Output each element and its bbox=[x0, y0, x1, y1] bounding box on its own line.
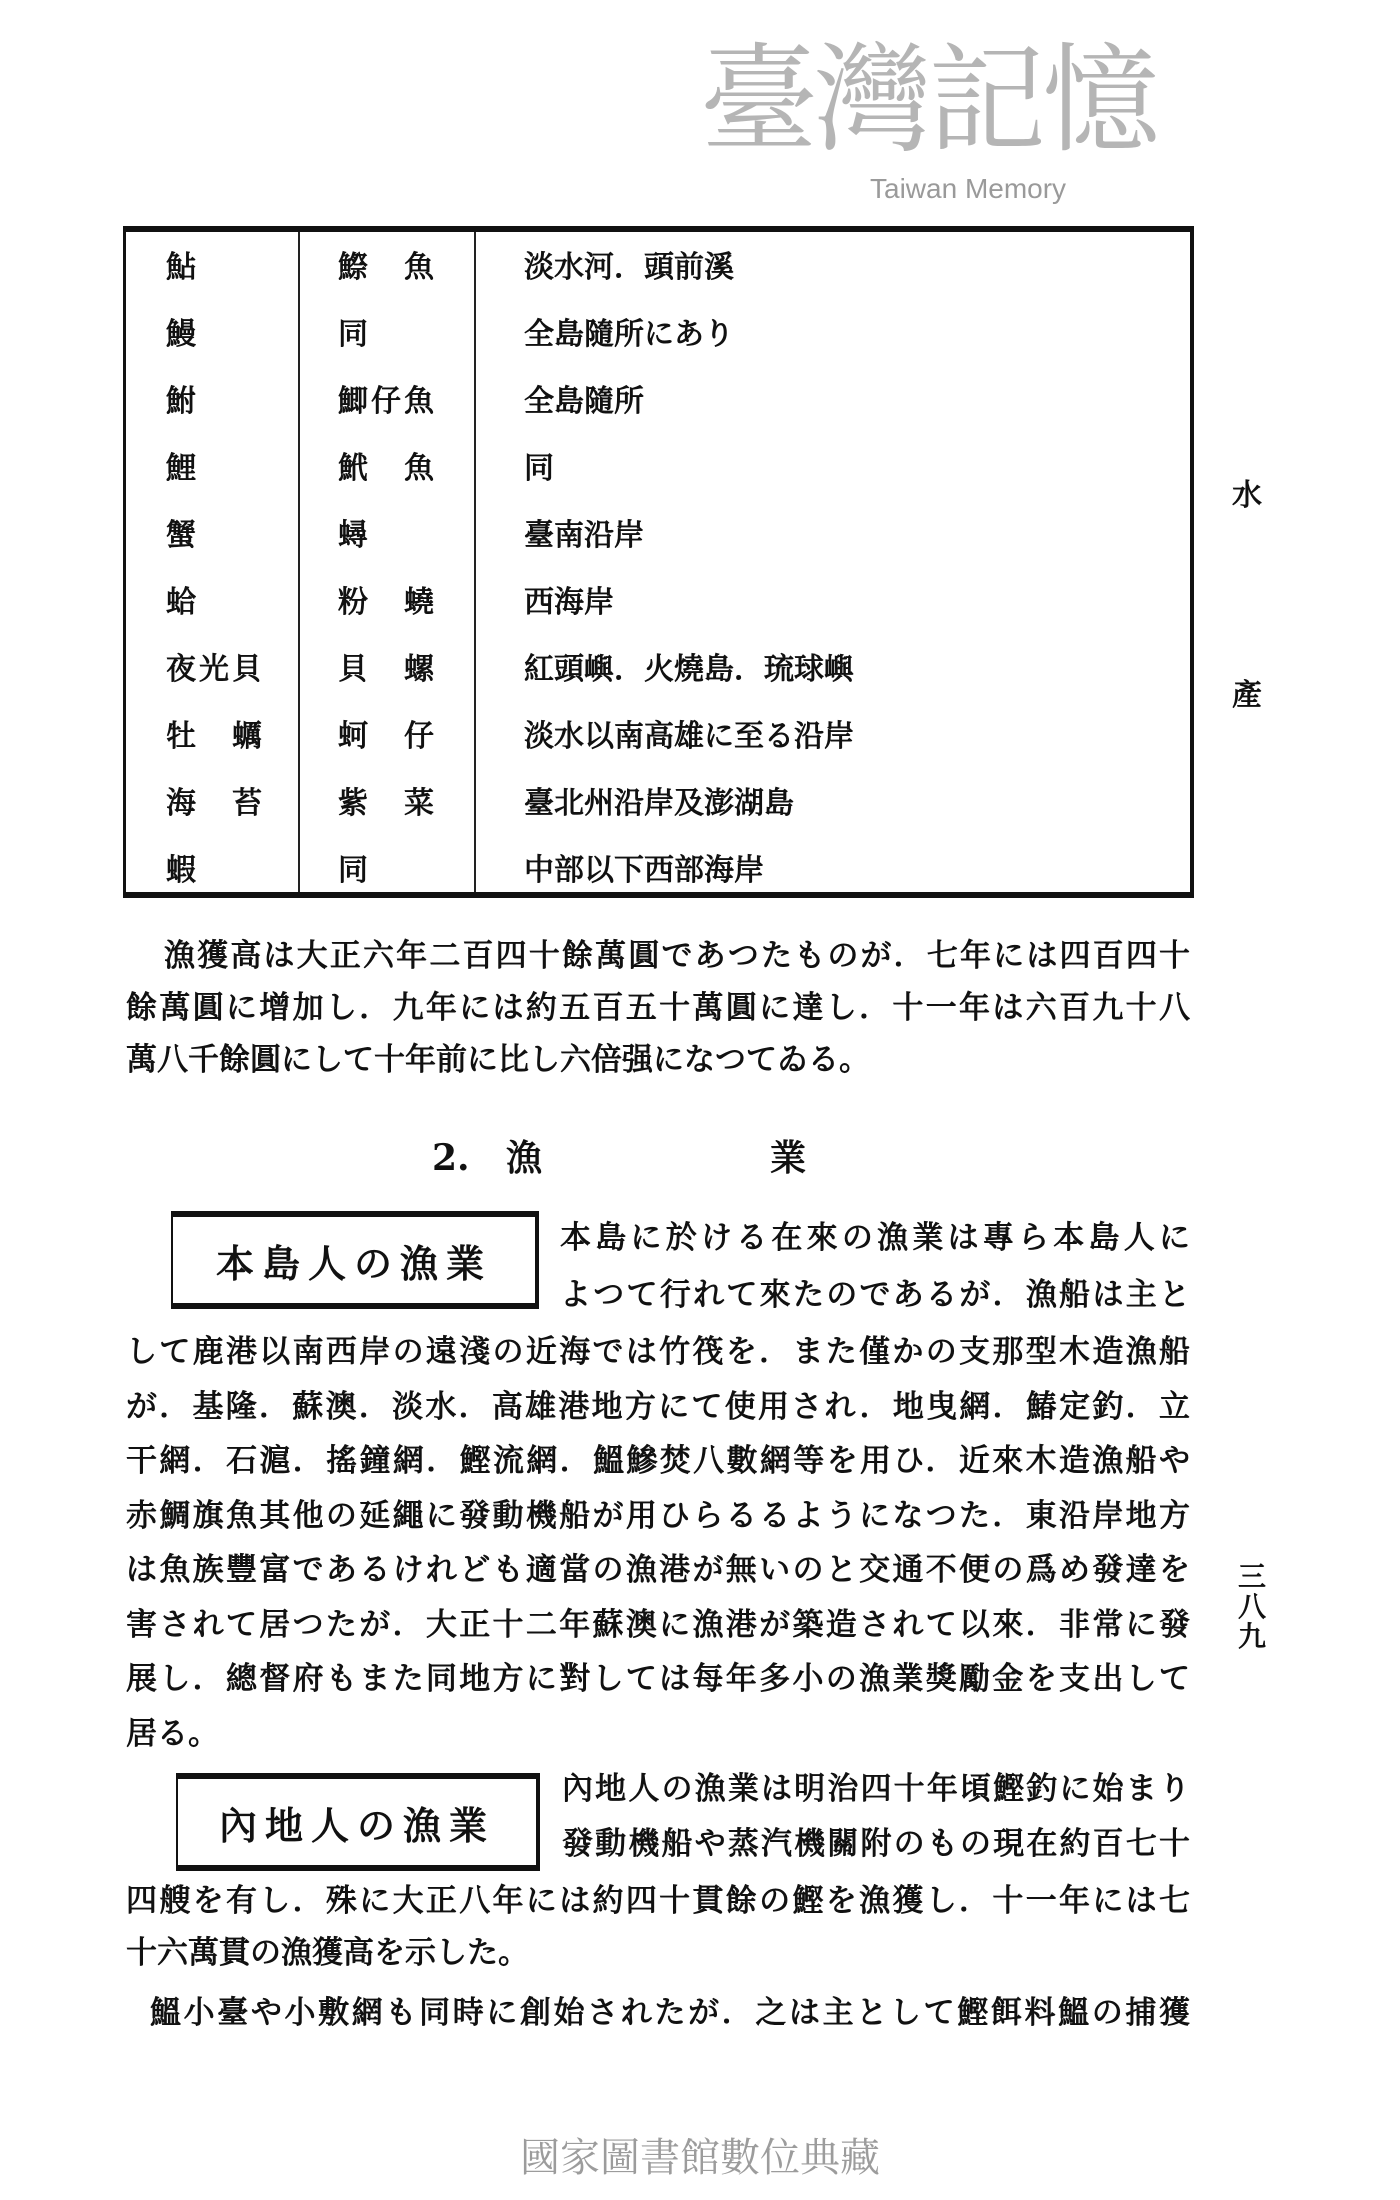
section-title-1: 漁 bbox=[506, 1137, 543, 1179]
fish-name: 鰻 bbox=[166, 317, 196, 352]
text-line: 鰮小臺や小敷網も同時に創始されたが．之は主として鰹餌料鰮の捕獲 bbox=[150, 1995, 1190, 2031]
page-number: 三八九 bbox=[1238, 1560, 1267, 1653]
fish-name: 海 苔 bbox=[166, 786, 262, 821]
text-line: 展し．總督府もまた同地方に對しては每年多小の漁業獎勵金を支出して bbox=[126, 1661, 1190, 1697]
locality: 淡水以南高雄に至る沿岸 bbox=[524, 719, 854, 754]
local-name: 粉 蟯 bbox=[338, 585, 434, 620]
subheading-box-japanese: 內地人の漁業 bbox=[176, 1773, 540, 1871]
locality: 臺南沿岸 bbox=[524, 518, 644, 553]
text-line: 本島に於ける在來の漁業は專ら本島人に bbox=[560, 1220, 1190, 1256]
text-line: 赤鯛旗魚其他の延繩に發動機船が用ひらるるようになつた．東沿岸地方 bbox=[126, 1497, 1190, 1534]
watermark-text: Taiwan Memory bbox=[870, 173, 1067, 204]
text-line: して鹿港以南西岸の遠淺の近海では竹筏を．また僅かの支那型木造漁船 bbox=[126, 1334, 1190, 1370]
locality: 同 bbox=[524, 451, 554, 486]
table-row bbox=[126, 770, 1190, 837]
local-name: 鮘 魚 bbox=[338, 451, 434, 486]
fish-name: 蟹 bbox=[166, 518, 196, 553]
local-name: 蟳 bbox=[338, 518, 368, 553]
table-row bbox=[126, 301, 1190, 368]
footer-collection-label: 國家圖書館數位典藏 bbox=[520, 2135, 880, 2181]
fish-name: 鯉 bbox=[166, 451, 196, 486]
section-number: 2. bbox=[432, 1137, 470, 1179]
text-line: は魚族豐富であるけれども適當の漁港が無いのと交通不便の爲め發達を bbox=[126, 1552, 1190, 1588]
watermark-logo: 臺灣記憶 bbox=[700, 31, 1157, 169]
text-line: 萬八千餘圓にして十年前に比し六倍强になつてゐる。 bbox=[126, 1042, 870, 1078]
local-name: 貝 螺 bbox=[338, 652, 434, 687]
text-line: 十六萬貫の漁獲高を示した。 bbox=[126, 1935, 529, 1971]
fish-name: 夜光貝 bbox=[166, 652, 262, 687]
local-name: 鰶 魚 bbox=[338, 250, 434, 285]
local-name: 紫 菜 bbox=[338, 786, 434, 821]
local-name: 同 bbox=[338, 317, 368, 352]
margin-chapter-char: 水 bbox=[1232, 478, 1262, 513]
locality: 中部以下西部海岸 bbox=[524, 853, 764, 888]
locality: 全島隨所 bbox=[524, 384, 644, 419]
fish-name: 鮎 bbox=[166, 250, 196, 285]
fish-name: 鮒 bbox=[166, 384, 196, 419]
section-title-2: 業 bbox=[770, 1137, 807, 1179]
table-row bbox=[126, 435, 1190, 502]
table-row bbox=[126, 368, 1190, 435]
fish-table bbox=[123, 226, 1194, 898]
text-line: 內地人の漁業は明治四十年頃鰹釣に始まり bbox=[562, 1771, 1190, 1807]
text-line: 害されて居つたが．大正十二年蘇澳に漁港が築造されて以來．非常に發 bbox=[126, 1606, 1190, 1643]
table-row bbox=[126, 636, 1190, 703]
table-row bbox=[126, 234, 1190, 301]
text-line: が．基隆．蘇澳．淡水．高雄港地方にて使用され．地曳網．鰆定釣．立 bbox=[126, 1388, 1190, 1425]
locality: 淡水河．頭前溪 bbox=[524, 250, 734, 285]
subheading-box-islanders: 本島人の漁業 bbox=[171, 1211, 539, 1309]
text-line: 四艘を有し．殊に大正八年には約四十貫餘の鰹を漁獲し．十一年には七 bbox=[126, 1883, 1190, 1919]
text-line: 餘萬圓に增加し．九年には約五百五十萬圓に達し．十一年は六百九十八 bbox=[126, 990, 1190, 1026]
fish-name: 蛤 bbox=[166, 585, 196, 620]
table-row bbox=[126, 502, 1190, 569]
text-line: 發動機船や蒸汽機關附のもの現在約百七十 bbox=[562, 1826, 1190, 1862]
table-row bbox=[126, 569, 1190, 636]
fish-name: 蝦 bbox=[166, 853, 196, 888]
table-row bbox=[126, 703, 1190, 770]
locality: 西海岸 bbox=[524, 585, 614, 620]
fish-name: 牡 蠣 bbox=[166, 719, 262, 754]
margin-chapter-char: 產 bbox=[1232, 678, 1262, 713]
text-line: 干網．石滬．搖鐘網．鰹流網．鰮鰺焚八數網等を用ひ．近來木造漁船や bbox=[126, 1443, 1190, 1479]
text-line: 居る。 bbox=[126, 1715, 219, 1752]
local-name: 蚵 仔 bbox=[338, 719, 434, 754]
text-line: 漁獲高は大正六年二百四十餘萬圓であつたものが．七年には四百四十 bbox=[164, 938, 1190, 974]
local-name: 同 bbox=[338, 853, 368, 888]
table-row bbox=[126, 837, 1190, 904]
locality: 臺北州沿岸及澎湖島 bbox=[524, 786, 794, 821]
text-line: よつて行れて來たのであるが．漁船は主と bbox=[560, 1277, 1190, 1313]
local-name: 鯽仔魚 bbox=[338, 384, 434, 419]
locality: 紅頭嶼．火燒島．琉球嶼 bbox=[524, 652, 854, 687]
locality: 全島隨所にあり bbox=[524, 317, 734, 352]
